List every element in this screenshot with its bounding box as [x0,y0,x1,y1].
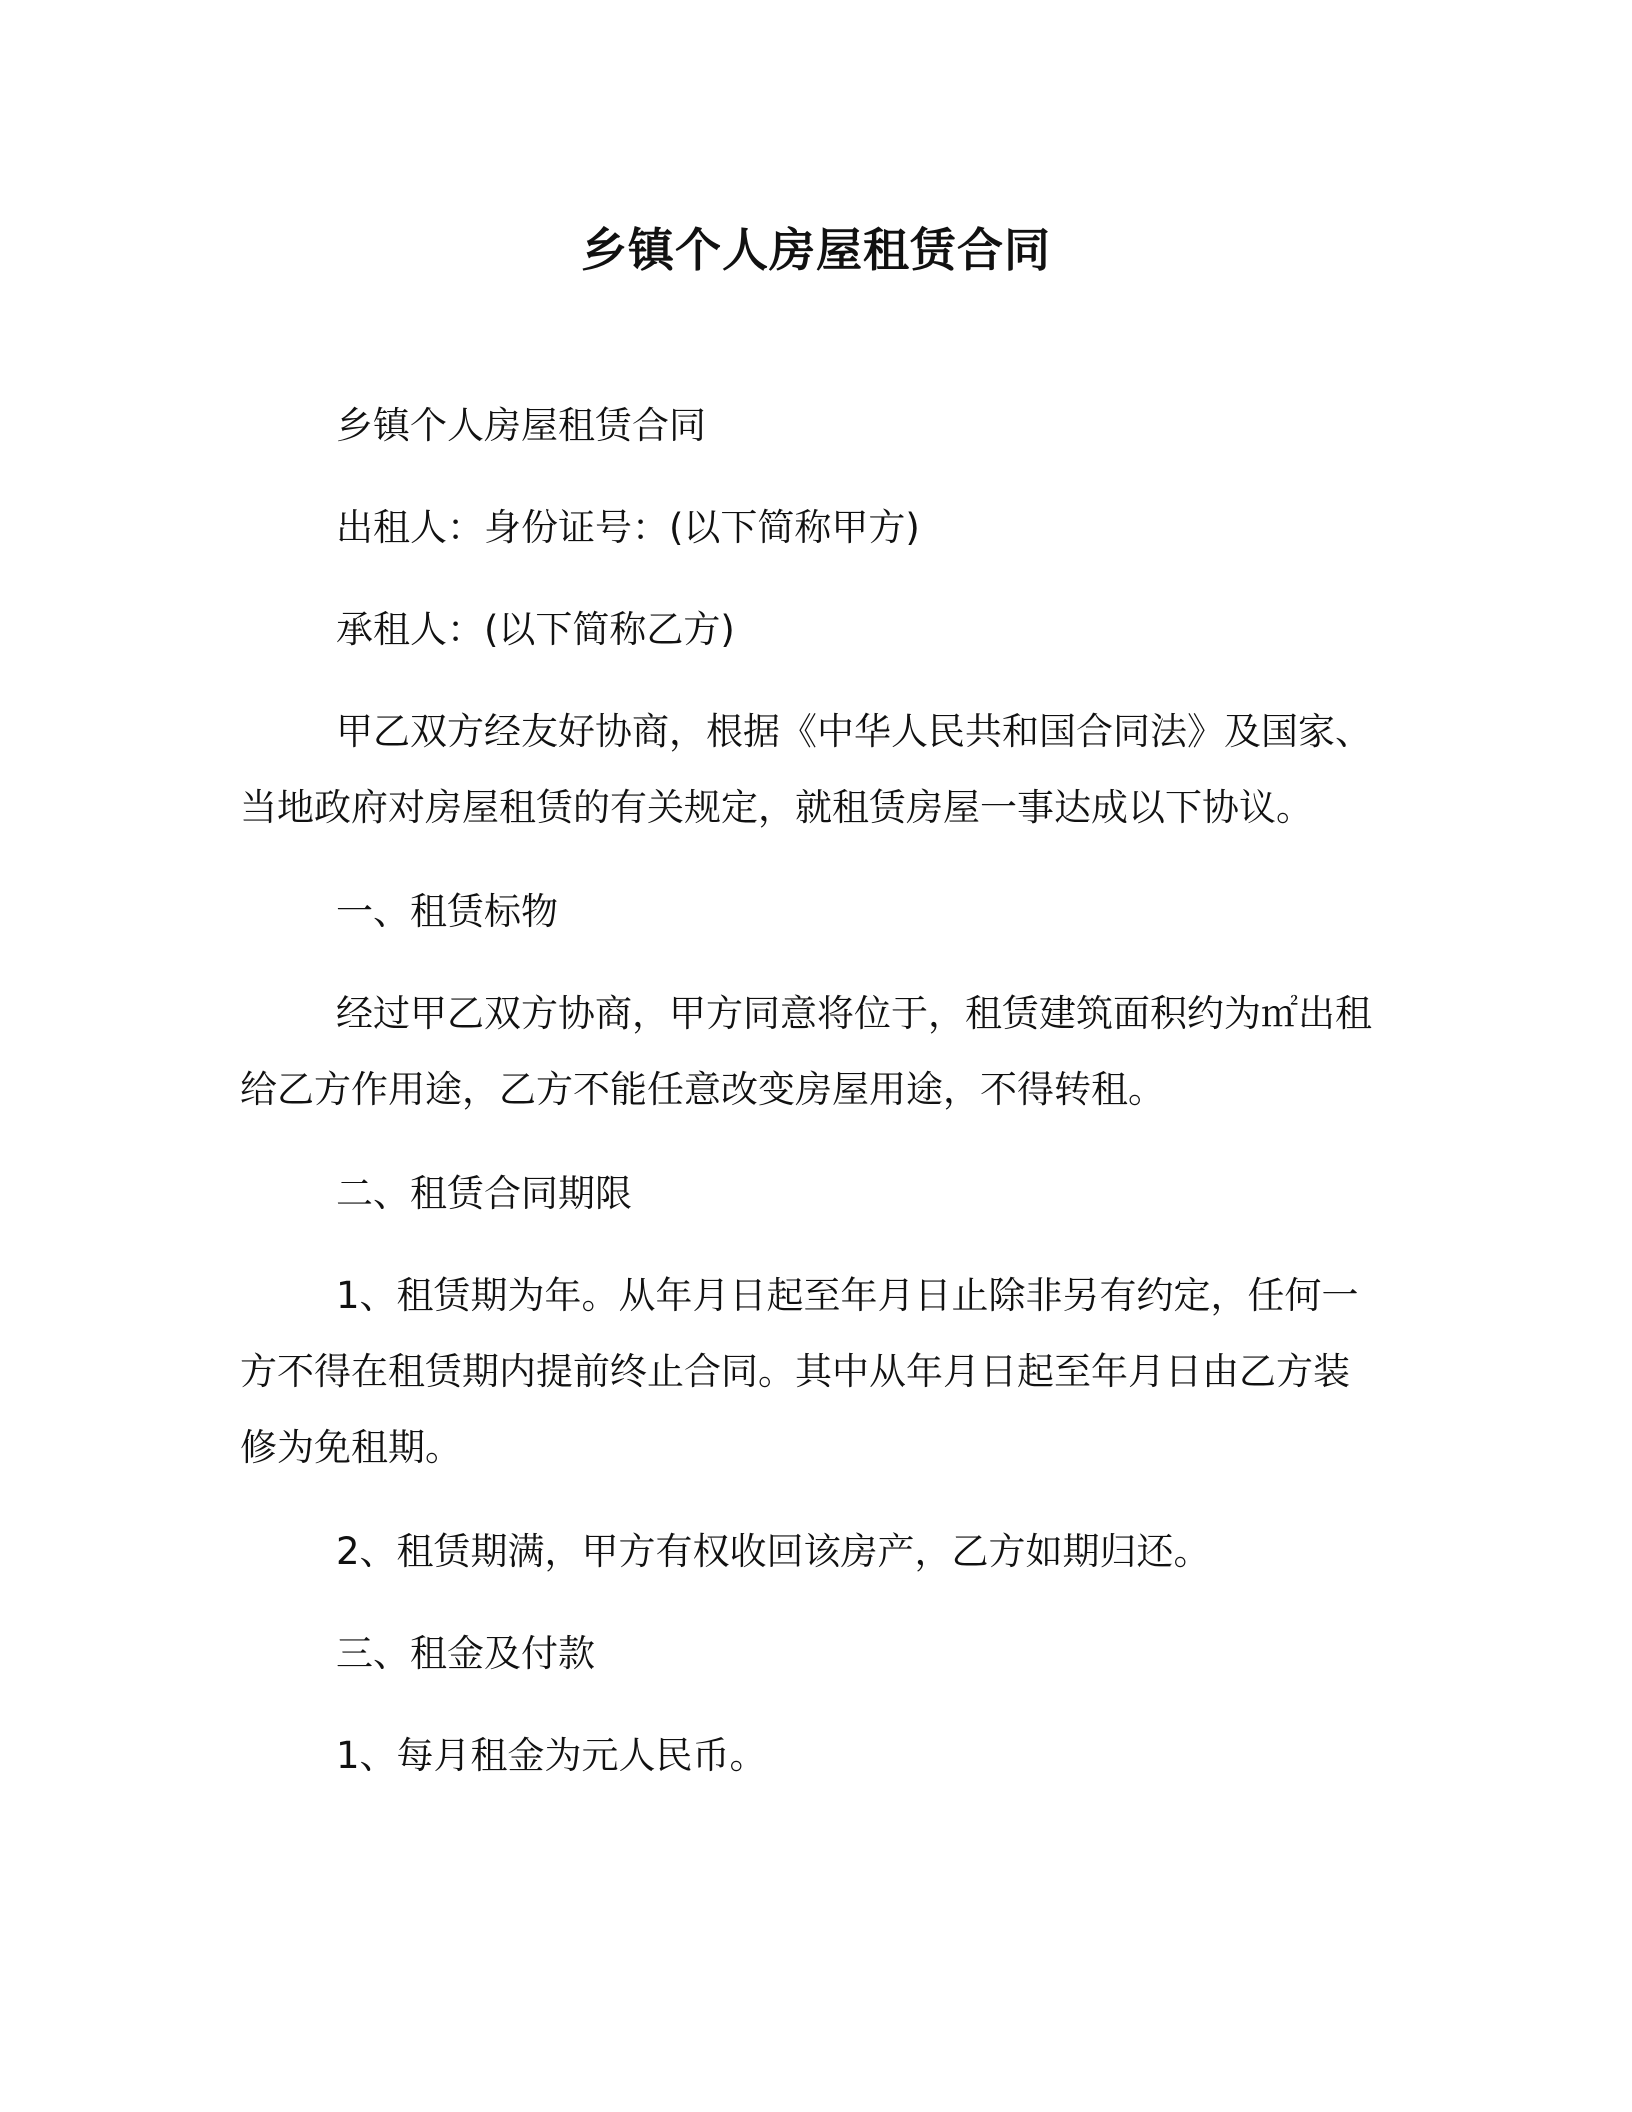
paragraph-line: 三、租金及付款 [336,1632,595,1675]
paragraph-subtitle [240,388,1400,464]
paragraph-line: 给乙方作用途，乙方不能任意改变房屋用途，不得转租。 [240,1068,1165,1111]
paragraph-lease-object [240,976,1400,1128]
section-heading-3 [240,1616,1400,1692]
paragraph-line: 经过甲乙双方协商，甲方同意将位于，租赁建筑面积约为㎡出租 [336,992,1372,1035]
paragraph-line: 一、租赁标物 [336,890,558,933]
paragraph-line: 当地政府对房屋租赁的有关规定，就租赁房屋一事达成以下协议。 [240,786,1313,829]
paragraph-line: 1、租赁期为年。从年月日起至年月日止除非另有约定，任何一 [336,1274,1359,1317]
paragraph-lease-term [240,1258,1400,1486]
section-heading-1 [240,874,1400,950]
paragraph-line: 甲乙双方经友好协商，根据《中华人民共和国合同法》及国家、 [336,710,1372,753]
paragraph-line: 二、租赁合同期限 [336,1172,632,1215]
paragraph-line: 乡镇个人房屋租赁合同 [336,404,706,447]
paragraph-line: 修为免租期。 [240,1426,462,1469]
paragraph-line: 2、租赁期满，甲方有权收回该房产，乙方如期归还。 [336,1530,1211,1573]
paragraph-line: 方不得在租赁期内提前终止合同。其中从年月日起至年月日由乙方装 [240,1350,1350,1393]
paragraph-monthly-rent [240,1718,1400,1794]
document-title: 乡镇个人房屋租赁合同 [581,223,1051,277]
paragraph-line: 出租人：身份证号：(以下简称甲方) [336,506,920,549]
section-heading-2 [240,1156,1400,1232]
paragraph-lessor [240,490,1400,566]
paragraph-line: 1、每月租金为元人民币。 [336,1734,767,1777]
paragraph-lessee [240,592,1400,668]
paragraph-lease-expiry [240,1514,1400,1590]
paragraph-line: 承租人：(以下简称乙方) [336,608,735,651]
paragraph-preamble [240,694,1400,846]
